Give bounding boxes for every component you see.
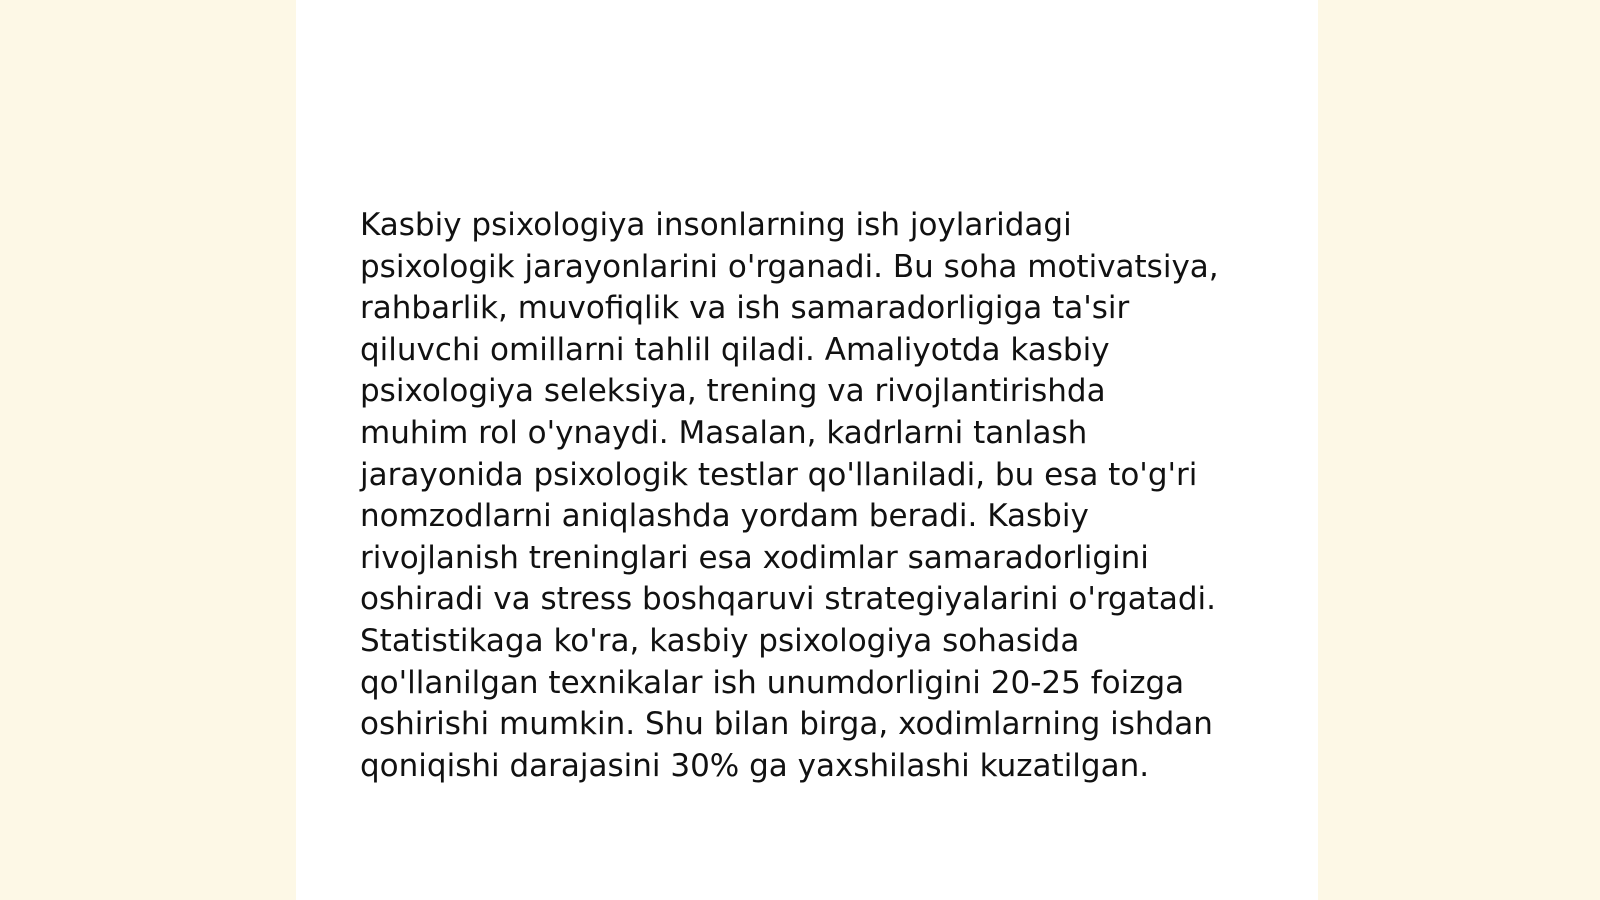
body-paragraph: Kasbiy psixologiya insonlarning ish joylaridagi psixologik jarayonlarini o'rganadi. Bu soha motivatsiya, rahbarlik, muvofiqlik va ish samaradorligiga ta'sir qiluvchi omillarni tahlil qiladi. Amaliyotda kasbiy psixologiya seleksiya, trening va rivojlantirishda muhim rol o'ynaydi. Masalan, kadrlarni tanlash jarayonida psixologik testlar qo'llaniladi, bu esa to'g'ri nomzodlarni aniqlashda yordam beradi. Kasbiy rivojlanish treninglari esa xodimlar samaradorligini oshiradi va stress boshqaruvi strategiyalarini o'rgatadi. Statistikaga ko'ra, kasbiy psixologiya sohasida qo'llanilgan texnikalar ish unumdorligini 20-25 foizga oshirishi mumkin. Shu bilan birga, xodimlarning ishdan qoniqishi darajasini 30% ga yaxshilashi kuzatilgan. [360, 207, 1219, 784]
document-sheet [296, 0, 1318, 900]
